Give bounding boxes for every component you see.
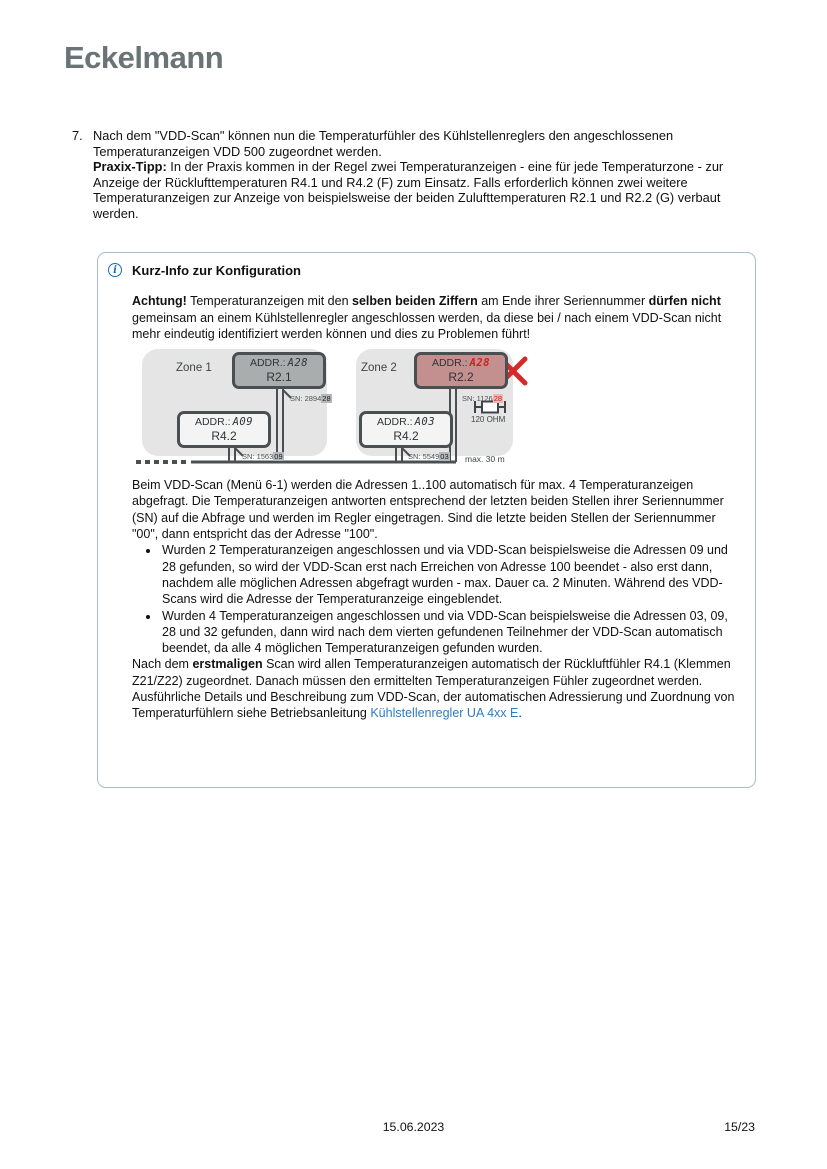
addr-label: ADDR.: — [431, 357, 468, 370]
info-box-header — [113, 263, 755, 279]
addr-value: A28 — [287, 357, 309, 370]
max-bus-length-label: max. 30 m — [465, 454, 505, 465]
list-item-text — [93, 128, 767, 221]
closing-paragraph — [132, 656, 744, 721]
dotted-bus-segment — [136, 460, 186, 464]
display-name: R4.2 — [393, 428, 419, 443]
bullet-item-1: • Wurden 2 Temperaturanzeigen angeschlossen und via VDD-Scan beispielsweise die Adressen 09 und 28 gefunden, so wird der VDD-Scan erst nach Erreichen von Adresse 100 beendet - also erst dann, nachdem alle möglichen Adressen abgefragt wurden - max. Dauer ca. 2 Minuten. Während des VDD-Scans wird die Adresse der Temperaturanzeige eingeblendet. — [160, 542, 738, 607]
info-box-title: Kurz-Info zur Konfiguration — [132, 263, 301, 278]
warning-text-3: gemeinsam an einem Kühlstellenregler angeschlossen werden, da diese bei / nach einem VDD-Scan nicht mehr eindeutig identifiziert werden können und dies zu Problemen führt! — [132, 310, 722, 341]
addr-value: A03 — [414, 416, 436, 429]
closing-text-1: Nach dem — [132, 657, 193, 672]
warning-paragraph — [132, 293, 742, 342]
bullet-list — [132, 542, 738, 656]
temperature-display-r41 — [177, 411, 271, 448]
eckelmann-logo: Eckelmann — [64, 40, 224, 75]
footer-date: 15.06.2023 — [382, 1120, 445, 1134]
info-icon: i — [108, 263, 122, 277]
display-name: R2.2 — [448, 369, 474, 384]
temperature-display-r42 — [359, 411, 453, 448]
addr-label: ADDR.: — [249, 357, 286, 370]
warning-achtung: Achtung! — [132, 294, 187, 309]
temperature-display-r22-conflict — [414, 352, 508, 389]
warning-text-1: Temperaturanzeigen mit den — [186, 294, 353, 309]
serial-number-r22: SN: 112628 — [462, 394, 503, 404]
resistor-label: 120 OHM — [471, 415, 506, 425]
list-number: 7. — [72, 128, 83, 143]
item7-tip — [93, 159, 767, 221]
closing-text-2: Scan wird allen Temperaturanzeigen automatisch der Rückluftfühler R4.1 (Klemmen Z21/Z22) zugeordnet. Danach müssen den ermittelten Temperaturanzeigen Fühler zugeordnet werden. Ausführliche Details und Beschreibung zum VDD-Scan, der automatischen Adressierung und Zuordnung von Temperaturfühlern siehe Betriebsanleitung — [132, 657, 735, 721]
manual-link[interactable]: Kühlstellenregler UA 4xx E — [370, 706, 519, 721]
warning-bold-3: dürfen nicht — [648, 294, 721, 309]
list-item-7 — [72, 128, 767, 221]
footer-page-number: 15/23 — [724, 1120, 755, 1134]
zone1-label: Zone 1 — [176, 362, 212, 375]
item7-intro: Nach dem "VDD-Scan" können nun die Temperaturfühler des Kühlstellenreglers den angeschlossenen Temperaturanzeigen VDD 500 zugeordnet werden. — [93, 128, 674, 159]
warning-bold-2: selben beiden Ziffern — [352, 294, 478, 309]
closing-bold: erstmaligen — [192, 657, 263, 672]
serial-number-r21: SN: 289428 — [290, 394, 331, 404]
zone2-label: Zone 2 — [361, 362, 397, 375]
closing-text-3: . — [518, 706, 522, 721]
addr-value: A09 — [232, 416, 254, 429]
info-box — [97, 252, 756, 788]
tip-text: In der Praxis kommen in der Regel zwei Temperaturanzeigen - eine für jede Temperaturzone - zur Anzeige der Rücklufttemperaturen R4.1 und R4.2 (F) zum Einsatz. Falls erforderlich können zwei weitere Temperaturanzeigen zur Anzeige von beispielsweise der beiden Zulufttemperaturen R2.1 und R2.2 (G) verbaut werden. — [93, 159, 724, 221]
scan-paragraph: Beim VDD-Scan (Menü 6-1) werden die Adressen 1..100 automatisch für max. 4 Temperaturanzeigen abgefragt. Die Temperaturanzeigen antworten entsprechend der letzten beiden Stellen ihrer Seriennummer (SN) auf die Abfrage und werden im Regler eingetragen. Sind die letzte beiden Stellen der Seriennummer "00", dann entspricht das der Adresse "100". — [132, 478, 724, 542]
addr-label: ADDR.: — [194, 416, 231, 429]
addr-value: A28 — [469, 357, 491, 370]
vdd-wiring-diagram — [134, 348, 558, 474]
warning-text-2: am Ende ihrer Seriennummer — [477, 294, 649, 309]
tip-label: Praxix-Tipp: — [93, 159, 167, 174]
temperature-display-r21 — [232, 352, 326, 389]
display-name: R2.1 — [266, 369, 292, 384]
serial-number-r42: SN: 554903 — [408, 452, 449, 462]
bullet-item-2: • Wurden 4 Temperaturanzeigen angeschlossen und via VDD-Scan beispielsweise die Adressen 03, 09, 28 und 32 gefunden, dann wird nach dem vierten gefundenen Teilnehmer der VDD-Scan automatisch beendet, da alle 4 möglichen Temperaturanzeigen gefunden wurden. — [160, 608, 738, 657]
addr-label: ADDR.: — [376, 416, 413, 429]
display-name: R4.2 — [211, 428, 237, 443]
serial-number-r41: SN: 156309 — [242, 452, 283, 462]
